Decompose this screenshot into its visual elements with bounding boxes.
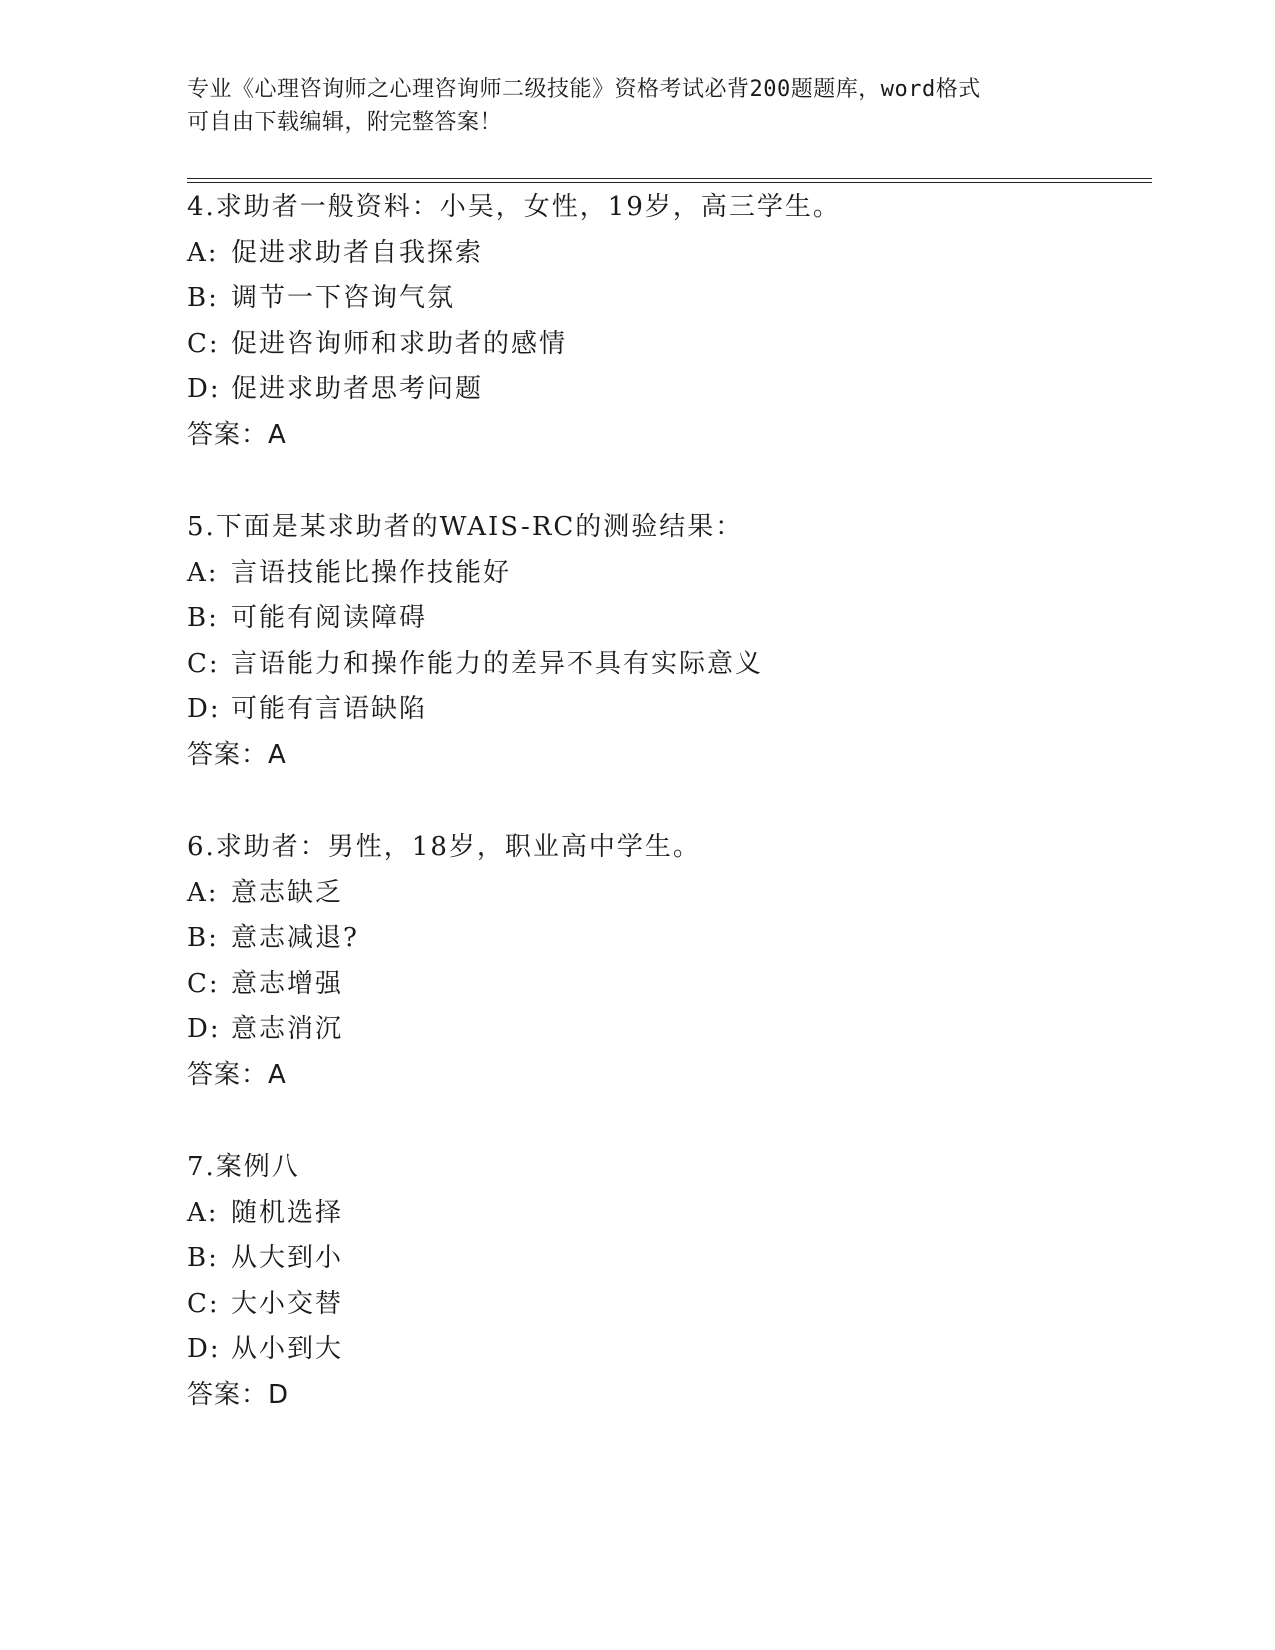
option-b <box>187 1236 1147 1282</box>
option-d <box>187 1327 1147 1373</box>
option-b <box>187 596 1147 642</box>
option-letter: A: <box>187 237 219 268</box>
document-header <box>187 73 1087 139</box>
option-text: 促进求助者思考问题 <box>231 374 484 405</box>
option-letter: D: <box>187 1014 221 1045</box>
option-letter: B: <box>187 283 219 314</box>
question-stem: 6.求助者：男性，18岁，职业高中学生。 <box>187 832 701 862</box>
option-a <box>187 1191 1147 1237</box>
option-a <box>187 871 1147 917</box>
option-c <box>187 1282 1147 1328</box>
answer-line: 答案：D <box>187 1379 290 1410</box>
option-a <box>187 551 1147 597</box>
header-line-2: 可自由下载编辑，附完整答案！ <box>187 110 503 135</box>
question-item <box>187 185 1147 459</box>
option-letter: C: <box>187 328 220 359</box>
option-text: 意志消沉 <box>231 1014 344 1045</box>
option-letter: B: <box>187 603 219 634</box>
question-item <box>187 505 1147 779</box>
option-letter: D: <box>187 374 221 405</box>
option-c <box>187 322 1147 368</box>
option-text: 大小交替 <box>231 1288 344 1319</box>
option-text: 从大到小 <box>231 1243 344 1274</box>
option-c <box>187 642 1147 688</box>
option-text: 意志缺乏 <box>231 877 344 908</box>
option-d <box>187 1007 1147 1053</box>
answer-line: 答案：A <box>187 1059 287 1090</box>
option-letter: B: <box>187 923 219 954</box>
question-stem: 5.下面是某求助者的WAIS-RC的测验结果： <box>187 512 744 542</box>
option-a <box>187 231 1147 277</box>
option-text: 调节一下咨询气氛 <box>231 283 456 314</box>
option-text: 从小到大 <box>231 1334 344 1365</box>
question-stem: 7.案例八 <box>187 1152 300 1182</box>
option-letter: C: <box>187 1288 220 1319</box>
option-letter: D: <box>187 694 221 725</box>
header-line-1: 专业《心理咨询师之心理咨询师二级技能》资格考试必背200题题库，word格式 <box>187 77 981 102</box>
question-stem: 4.求助者一般资料：小吴，女性，19岁，高三学生。 <box>187 192 841 222</box>
option-c <box>187 962 1147 1008</box>
header-divider-top <box>187 178 1152 179</box>
option-text: 可能有阅读障碍 <box>231 603 428 634</box>
option-letter: B: <box>187 1243 219 1274</box>
option-b <box>187 276 1147 322</box>
answer-line: 答案：A <box>187 739 287 770</box>
answer-line: 答案：A <box>187 419 287 450</box>
option-text: 言语技能比操作技能好 <box>231 557 512 588</box>
option-letter: C: <box>187 968 220 999</box>
option-text: 意志减退? <box>231 923 359 954</box>
header-divider-bottom <box>187 182 1152 183</box>
option-letter: A: <box>187 1197 219 1228</box>
option-text: 促进咨询师和求助者的感情 <box>231 328 568 359</box>
option-letter: A: <box>187 557 219 588</box>
option-text: 意志增强 <box>231 968 344 999</box>
option-b <box>187 916 1147 962</box>
option-text: 促进求助者自我探索 <box>231 237 484 268</box>
option-text: 言语能力和操作能力的差异不具有实际意义 <box>231 648 764 679</box>
option-text: 可能有言语缺陷 <box>231 694 428 725</box>
option-letter: C: <box>187 648 220 679</box>
option-letter: D: <box>187 1334 221 1365</box>
option-d <box>187 687 1147 733</box>
question-item <box>187 825 1147 1099</box>
question-item <box>187 1145 1147 1419</box>
option-letter: A: <box>187 877 219 908</box>
option-d <box>187 367 1147 413</box>
option-text: 随机选择 <box>231 1197 344 1228</box>
